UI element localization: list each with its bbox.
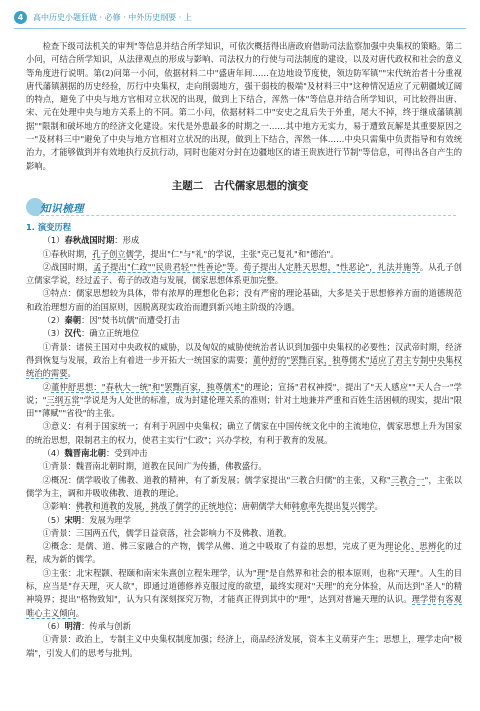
page-number: 4 bbox=[14, 11, 27, 24]
running-title: 高中历史小题狂做 · 必修 · 中外历史纲要 · 上 bbox=[33, 12, 192, 22]
text-run: "是自然界和社会的根本原则，也称"天理"。人生的目标，应当是"存天理，灭人欲"，即通过道德修养克服过度的欲望，最终实现对"天理"的充分体验，从而达到"圣人"的精神境界；提出"格物致知"，认为只有深刻探究万物，才能真正得到其中的"理"，达到对普遍天理的认识。 bbox=[26, 567, 462, 605]
key-point-underlined: 董仲舒思想："春秋大一统"和"罢黜百家，独尊儒术" bbox=[51, 381, 245, 392]
content-paragraph bbox=[26, 261, 462, 288]
content-paragraph bbox=[26, 460, 462, 473]
text-run: ；唐朝儒学大师 bbox=[233, 501, 292, 512]
subsection-number: （1） bbox=[42, 235, 65, 246]
content-paragraph bbox=[26, 527, 462, 540]
text-run: ② bbox=[42, 381, 52, 392]
subsection-heading bbox=[26, 314, 462, 327]
header-divider bbox=[14, 28, 466, 29]
text-run: ②概况：儒学吸收了佛教、道教的精神，有了新发展；儒学家提出"三教合归儒"的主张，又称" bbox=[42, 474, 391, 485]
text-run: ①背景：三国两五代，儒学日益衰落，社会影响力不及佛教、道教。 bbox=[42, 527, 292, 538]
text-run: 的理论；宣扬"君权神授"，提出了"天人感应""天人合一"学说；" bbox=[26, 381, 462, 405]
text-run: 。 bbox=[374, 501, 383, 512]
content-paragraph bbox=[26, 341, 462, 381]
text-run: ③特点：儒家思想较为具体，带有浓厚的理想化色彩；没有严密的理论基础，大多是关于思想修养方面的道德规范和政治理想方面的治国原则，因脱离现实政治而遭到新兴地主阶级的冷遇。 bbox=[26, 288, 462, 312]
text-run: ③意义：有利于国家统一；有利于巩固中央集权；确立了儒家在中国传统文化中的主流地位，儒家思想上升为国家的统治思想，限制君主的权力，使君主实行"仁政"；兴办学校，有利于教育的发展。 bbox=[26, 421, 462, 445]
content-paragraph bbox=[26, 420, 462, 447]
text-run: "，主张以儒学为主，调和并吸收佛教、道教的理论。 bbox=[26, 474, 462, 498]
explanation-paragraph: 检查下级司法机关的审判"等信息并结合所学知识，可依次概括得出唐政府借助司法监察加强中央集权的策略。第二小问，可结合所学知识，从法律观点的形成与影响、司法权力的行使与司法制度的建设，以及对唐代政权和社会的意义等角度进行说明。第(2)问第一小问，依据材料二中"盛唐年间……在边地设节度使，领边防军镇""宋代统治者十分重视唐代藩镇割据的历史经验，厉行中央集权，走向削弱地方，强干弱枝的极端"及材料三中"这种情况适应了元朝疆域辽阔的特点，避免了中央与地方官相对立状况的出现，做到上下结合，浑然一体"等信息并结合所学知识，可比较得出唐、宋、元在处理中央与地方关系上的不同。第二小问，依据材料二中"安史之乱后失于外重，尾大不掉，终于继成藩镇割据""限制和破坏地方的经济文化建设。宋代是外患最多的时期之一……其中地方无实力，易于遭致瓦解是其重要原因之一"及材料三中"避免了中央与地方官相对立状况的出现，做到上下结合，浑然一体……中央只需集中负责指导和有效统治力，才能够做到并有效地执行反抗行动，同时也能对分封在边疆地区的诸王贵族进行节制"等信息，可得出各自产生的影响。 bbox=[26, 41, 462, 171]
text-run: ①春秋时期， bbox=[42, 248, 93, 259]
content-paragraph bbox=[26, 540, 462, 567]
text-run: 。 bbox=[234, 261, 244, 272]
subsection-number: （4） bbox=[42, 448, 65, 459]
key-point-underlined: 理 bbox=[256, 567, 266, 578]
subsection-heading bbox=[26, 234, 462, 247]
subsection-number: （6） bbox=[42, 620, 65, 631]
key-point-underlined: 韩愈率先提出复兴儒学 bbox=[291, 501, 375, 512]
content-paragraph bbox=[26, 500, 462, 513]
content-paragraph bbox=[26, 248, 462, 261]
subsection-summary: ：形成 bbox=[114, 235, 140, 246]
subsection-period: 春秋战国时期 bbox=[64, 235, 115, 246]
subsection-number: （3） bbox=[42, 328, 65, 339]
key-point-underlined: 理学带有客观唯心主义倾向 bbox=[26, 594, 462, 618]
text-run: 。 bbox=[75, 607, 85, 618]
text-run: ③影响： bbox=[42, 501, 76, 512]
subsection-period: 汉代 bbox=[64, 328, 82, 339]
page-header bbox=[14, 10, 192, 24]
subsection-heading bbox=[26, 514, 462, 527]
text-run: ②战国时期， bbox=[42, 261, 94, 272]
text-run: 。 bbox=[67, 368, 76, 379]
key-point-underlined: 三教合一 bbox=[390, 474, 425, 485]
section-title: 1. 演变历程 bbox=[26, 222, 72, 232]
subsection-heading bbox=[26, 327, 462, 340]
key-point-underlined: 董仲舒的"罢黜百家，独尊儒术"适应了君主专制中央集权统治的需要 bbox=[26, 354, 462, 379]
key-point-underlined: 理论化、思辨化 bbox=[385, 541, 446, 552]
key-point-underlined: 孔子创立儒学 bbox=[92, 248, 143, 259]
subsection-summary: ：传承与创新 bbox=[81, 620, 131, 631]
badge-divider bbox=[36, 215, 456, 216]
subsection-period: 宋明 bbox=[64, 514, 82, 525]
knowledge-badge bbox=[26, 198, 96, 218]
content-paragraph bbox=[26, 287, 462, 314]
text-run: ①背景：魏晋南北朝时期，道教在民间广为传播，佛教盛行。 bbox=[42, 461, 267, 472]
text-run: "学说是为人处世的标准，成为封建伦理关系的准则；针对土地兼并严重和百姓生活困顿的现实，提出"限田""薄赋""省役"的主张。 bbox=[26, 394, 462, 419]
content-paragraph bbox=[26, 633, 462, 660]
key-point-underlined: 孟子提出"仁政""民贵君轻""性善论"等 bbox=[93, 261, 235, 272]
subsection-number: （2） bbox=[42, 315, 65, 326]
text-run: ，提出"仁"与"礼"的学说，主张"克己复礼"和"德治"。 bbox=[142, 248, 339, 259]
subsection-summary: ：因"焚书坑儒"而遭受打击 bbox=[81, 315, 180, 326]
text-run: 的过程，成为新的儒学。 bbox=[26, 541, 462, 565]
subsection-summary: ：发展为理学 bbox=[81, 514, 131, 525]
text-run: ②概念：是儒、道、佛三家融合的产物，儒学从佛、道之中吸取了有益的思想，完成了更为 bbox=[42, 541, 386, 552]
content-paragraph bbox=[26, 381, 462, 421]
text-run: ③主张：北宋程颢、程颐和南宋朱熹创立程朱理学，认为" bbox=[42, 567, 257, 578]
key-point-underlined: 佛教和道教的发展，挑战了儒学的正统地位 bbox=[75, 501, 234, 512]
key-point-underlined: 三纲五常 bbox=[46, 394, 80, 405]
text-run: ①背景：政治上，专制主义中央集权制度加强；经济上，商品经济发展，资本主义萌芽产生；思想上，理学走向"极端"，引发人们的思考与批判。 bbox=[26, 634, 462, 658]
subsection-summary: ：受到冲击 bbox=[105, 448, 148, 459]
subsection-period: 明清 bbox=[64, 620, 82, 631]
subsection-period: 秦朝 bbox=[64, 315, 82, 326]
knowledge-content bbox=[26, 221, 462, 660]
subsection-summary: ：确立正统地位 bbox=[81, 328, 140, 339]
answer-explanation bbox=[26, 40, 462, 173]
theme-title: 主题二 古代儒家思想的演变 bbox=[171, 180, 309, 192]
content-paragraph bbox=[26, 474, 462, 501]
badge-label: 知识梳理 bbox=[40, 203, 84, 215]
subsection-heading bbox=[26, 447, 462, 460]
subsection-period: 魏晋南北朝 bbox=[64, 448, 106, 459]
text-run: ①背景：诸侯王国对中央政权的威胁，以及匈奴的威胁使统治者认识到加强中央集权的必要性；汉武帝时期，经济得到恢复与发展，政治上有着进一步开拓大一统国家的需要； bbox=[26, 341, 462, 365]
subsection-heading bbox=[26, 620, 462, 633]
subsection-number: （5） bbox=[42, 514, 65, 525]
key-point-underlined: 荀子提出人定胜天思想，"性恶论"，礼法并施等 bbox=[243, 261, 420, 272]
text-run: 。从孔子创立儒家学说，经过孟子、荀子的改造与发展，儒家思想体系更加完整。 bbox=[26, 261, 462, 286]
content-paragraph bbox=[26, 567, 462, 620]
